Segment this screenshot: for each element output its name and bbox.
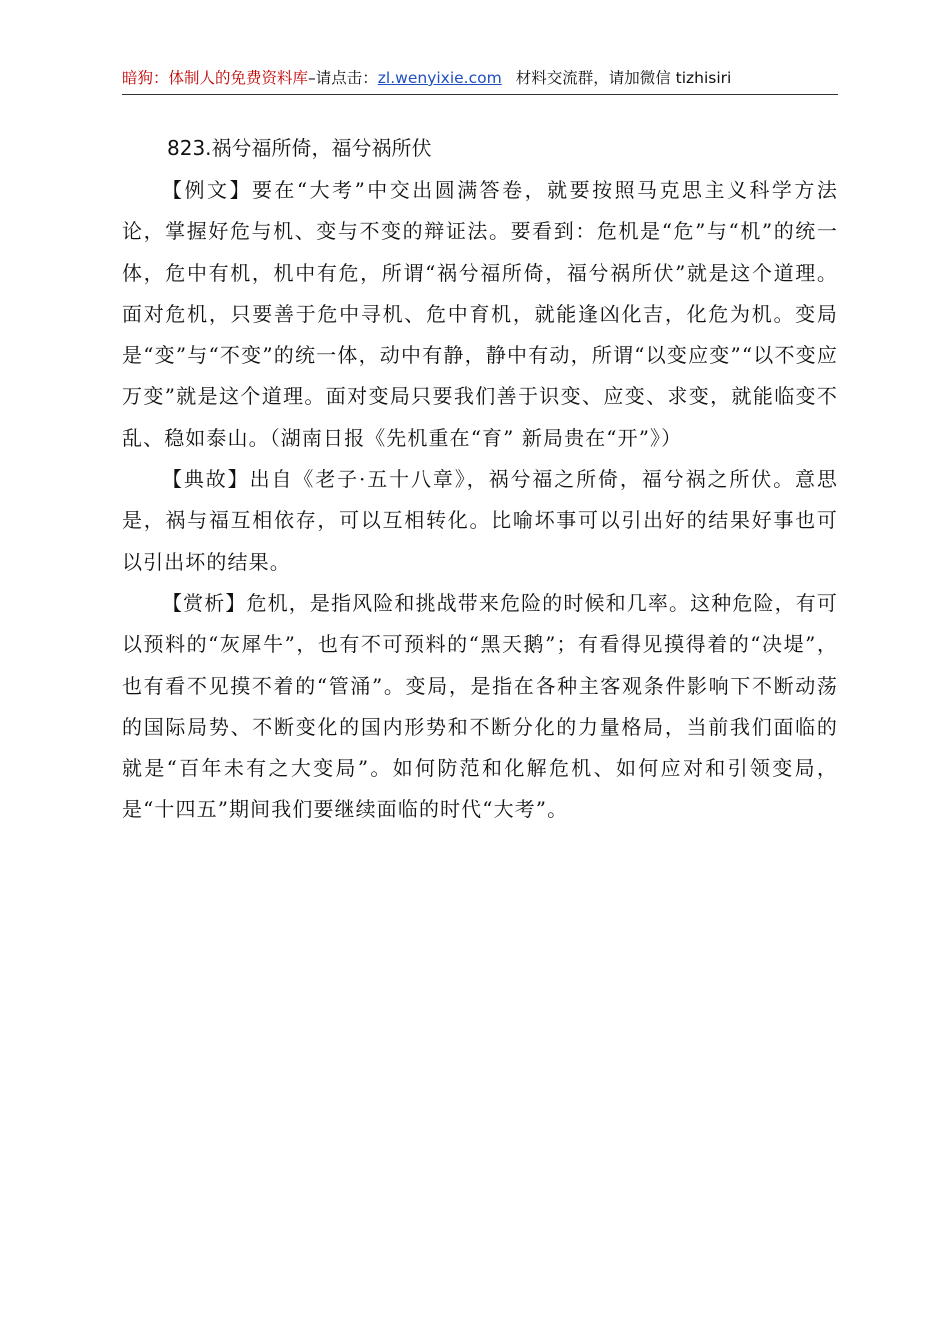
header-site-name: 暗狗：体制人的免费资料库 [122,69,309,87]
paragraph-text: 出自《老子·五十八章》，祸兮福之所倚，福兮祸之所伏。意思是，祸与福互相依存，可以互相转化。比喻坏事可以引出好的结果好事也可以引出坏的结果。 [122,467,838,574]
paragraph-tag: 【例文】 [162,178,252,202]
paragraph-tag: 【赏析】 [162,590,247,615]
paragraph-text: 要在“大考”中交出圆满答卷，就要按照马克思主义科学方法论，掌握好危与机、变与不变的辩证法。要看到：危机是“危”与“机”的统一体，危中有机，机中有危，所谓“祸兮福所倚，福兮祸所伏”就是这个道理。面对危机，只要善于危中寻机、危中育机，就能逢凶化吉，化危为机。变局是“变”与“不变”的统一体，动中有静，静中有动，所谓“以变应变”“以不变应万变”就是这个道理。面对变局只要我们善于识变、应变、求变，就能临变不乱、稳如泰山。（湖南日报《先机重在“育” 新局贵在“开”》） [122,178,838,450]
article-title: 823.祸兮福所倚，福兮祸所伏 [167,136,432,160]
paragraph-appreciation [122,583,838,831]
header-click-prompt: –请点击： [308,69,378,87]
paragraph-tag: 【典故】 [162,467,250,492]
header-wechat-note: 材料交流群，请加微信 tizhisiri [515,69,732,87]
paragraph-example [122,170,838,459]
paragraph-text: 危机，是指风险和挑战带来危险的时候和几率。这种危险，有可以预料的“灰犀牛”，也有不可预料的“黑天鹅”；有看得见摸得着的“决堤”，也有看不见摸不着的“管涌”。变局，是指在各种主客观条件影响下不断动荡的国际局势、不断变化的国内形势和不断分化的力量格局，当前我们面临的就是“百年未有之大变局”。如何防范和化解危机、如何应对和引领变局，是“十四五”期间我们要继续面临的时代“大考”。 [122,590,838,822]
header-link[interactable]: zl.wenyixie.com [377,69,502,87]
paragraph-allusion [122,459,838,583]
page-header [122,66,838,95]
article-body [122,170,838,831]
